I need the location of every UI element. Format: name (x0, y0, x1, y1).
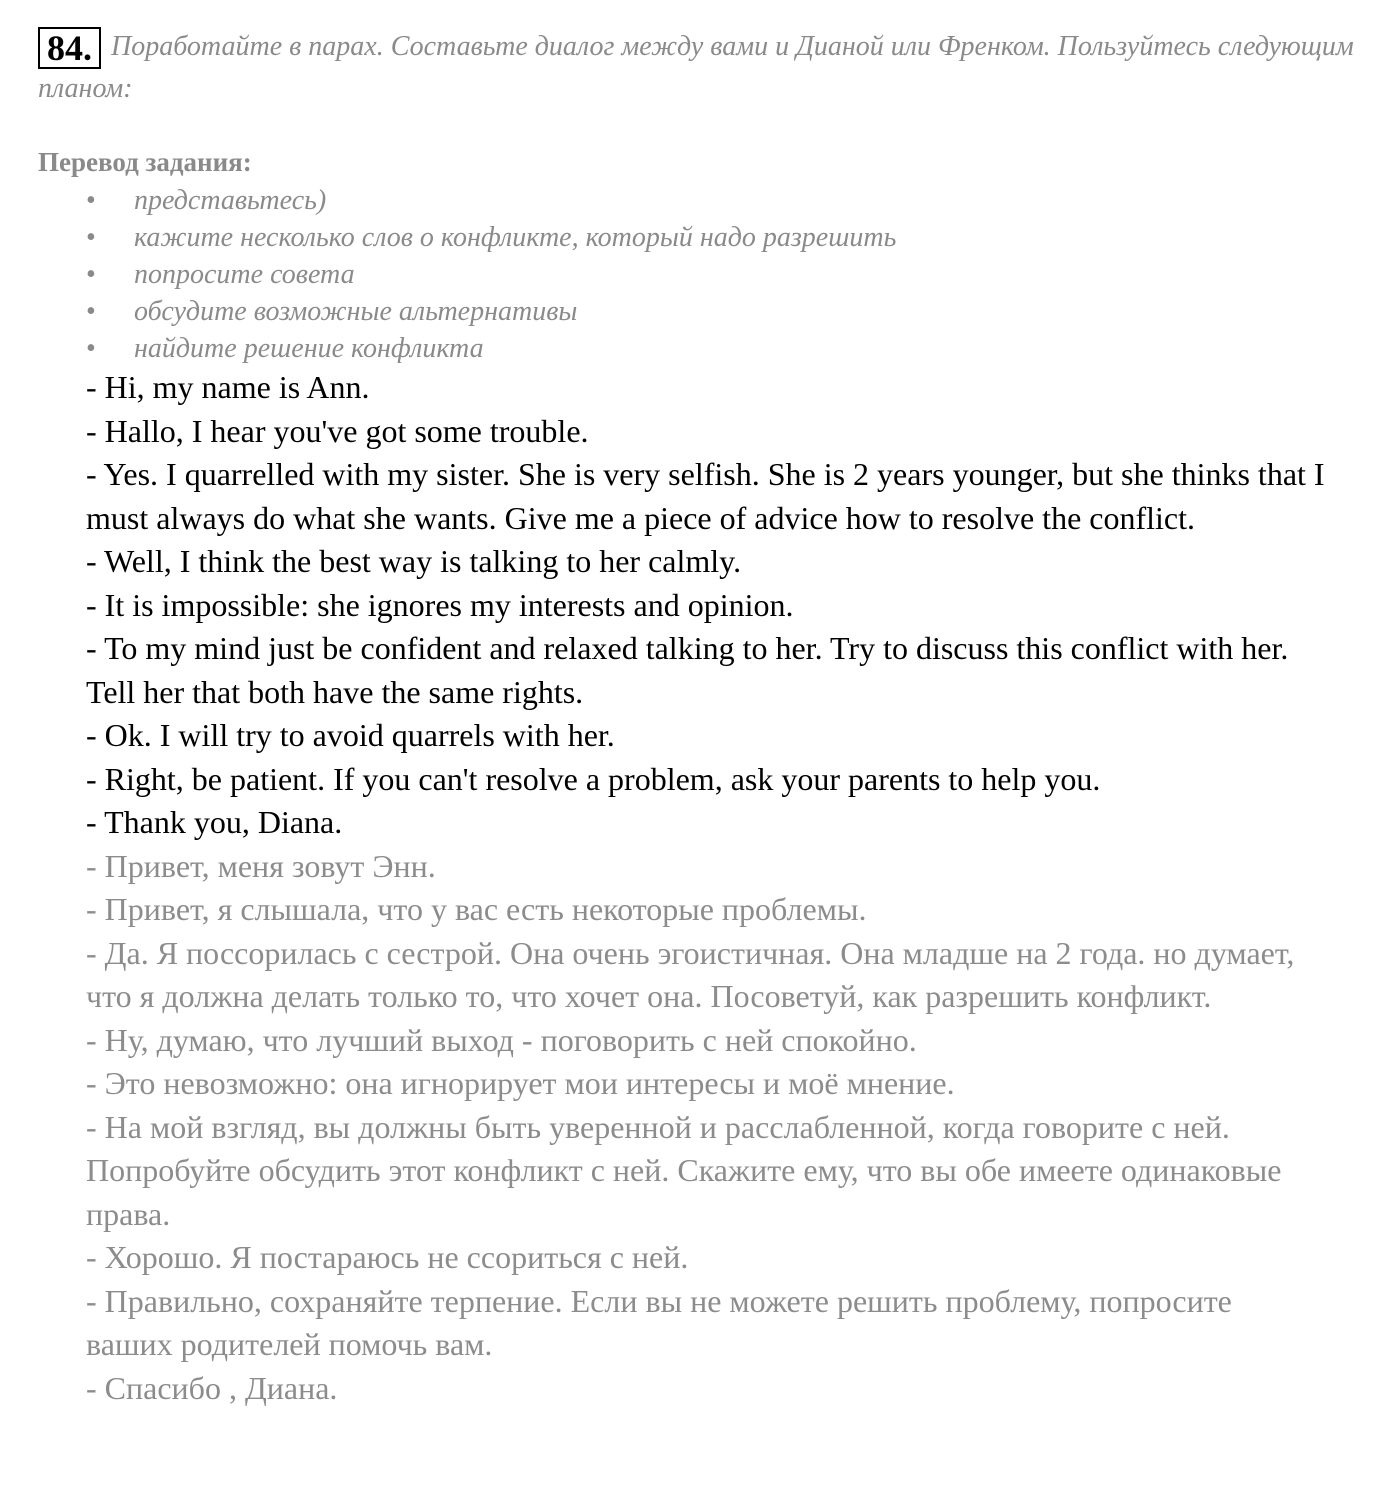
plan-item (86, 330, 896, 367)
dialog-line-ru: - Хорошо. Я постараюсь не ссориться с ней. (86, 1239, 689, 1275)
plan-item-text: найдите решение конфликта (134, 333, 484, 364)
plan-item (86, 219, 896, 256)
task-header (38, 27, 1358, 109)
dialog-line-ru: - Привет, меня зовут Энн. (86, 847, 436, 884)
dialog-line-en: - To my mind just be confident and relaxed talking to her. Try to discuss this conflict with her. Tell her that both have the same rights. (86, 630, 1289, 710)
dialog-section (86, 366, 1326, 1410)
dialog-line-ru: - Это невозможно: она игнорирует мои интересы и моё мнение. (86, 1065, 955, 1101)
plan-item-text: кажите несколько слов о конфликте, который надо разрешить (134, 222, 897, 253)
dialog-line-ru: - Спасибо , Диана. (86, 1369, 338, 1406)
plan-item (86, 182, 896, 219)
task-number-box: 84. (38, 27, 101, 69)
task-instruction: Поработайте в парах. Составьте диалог между вами и Дианой или Френком. Пользуйтесь следующим планом: (38, 31, 1354, 104)
plan-item-text: обсудите возможные альтернативы (134, 296, 578, 327)
dialog-line-en: - Well, I think the best way is talking to her calmly. (86, 543, 742, 579)
dialog-line-en: - Right, be patient. If you can't resolve a problem, ask your parents to help you. (86, 760, 1101, 797)
bullet-icon: • (86, 222, 96, 253)
translation-title: Перевод задания: (38, 147, 252, 177)
dialog-line-ru: - Да. Я поссорилась с сестрой. Она очень эгоистичная. Она младше на 2 года. но думает, что я должна делать только то, что хочет она. Посоветуй, как разрешить конфликт. (86, 934, 1295, 1014)
bullet-icon: • (86, 296, 96, 327)
dialog-line-ru: - На мой взгляд, вы должны быть уверенной и расслабленной, когда говорите с ней. Попробуйте обсудить этот конфликт с ней. Скажите ему, что вы обе имеете одинаковые права. (86, 1108, 1282, 1232)
dialog-line-en: - Ok. I will try to avoid quarrels with her. (86, 717, 615, 753)
dialog-line-en: - It is impossible: she ignores my interests and opinion. (86, 586, 794, 623)
plan-item (86, 256, 896, 293)
plan-list (86, 182, 896, 367)
dialog-line-en: - Hallo, I hear you've got some trouble. (86, 412, 589, 449)
dialog-line-en: - Thank you, Diana. (86, 804, 343, 840)
dialog-line-ru: - Ну, думаю, что лучший выход - поговорить с ней спокойно. (86, 1021, 917, 1058)
bullet-icon: • (86, 259, 96, 290)
plan-item-text: представьтесь) (134, 185, 327, 216)
plan-item (86, 293, 896, 330)
dialog-line-ru: - Привет, я слышала, что у вас есть некоторые проблемы. (86, 891, 867, 927)
dialog-russian (86, 845, 1326, 1411)
dialog-line-en: - Yes. I quarrelled with my sister. She is very selfish. She is 2 years younger, but she thinks that I must always do what she wants. Give me a piece of advice how to resolve the conflict. (86, 456, 1325, 536)
bullet-icon: • (86, 185, 96, 216)
plan-item-text: попросите совета (134, 259, 355, 290)
dialog-line-en: - Hi, my name is Ann. (86, 369, 370, 405)
dialog-english (86, 366, 1326, 845)
bullet-icon: • (86, 333, 96, 364)
dialog-line-ru: - Правильно, сохраняйте терпение. Если вы не можете решить проблему, попросите ваших родителей помочь вам. (86, 1282, 1232, 1362)
